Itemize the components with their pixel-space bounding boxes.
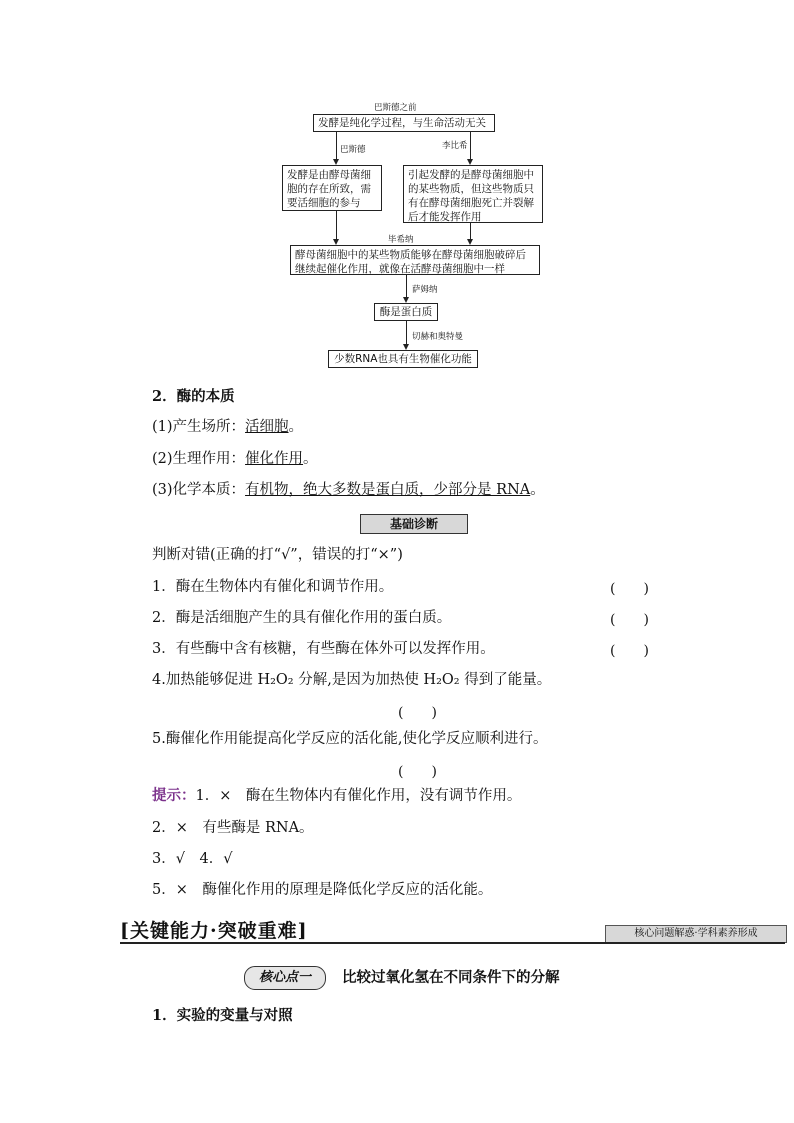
nature-item-3-answer: 有机物，绝大多数是蛋白质，少部分是 RNA [245,482,531,498]
nature-item-1-end: 。 [288,419,304,435]
nature-heading: 2．酶的本质 [152,388,235,405]
flowchart-box-buchner: 酵母菌细胞中的某些物质能够在酵母菌细胞破碎后继续起催化作用，就像在活酵母菌细胞中一样 [290,245,540,275]
question-3-answer-blank: ( ) [610,643,649,659]
nature-item-3-prefix: (3)化学本质： [152,482,246,498]
nature-item-1 [152,417,303,437]
question-2-answer-blank: ( ) [610,612,649,628]
flowchart-label-buchner: 毕希纳 [388,235,414,245]
question-1: 1．酶在生物体内有催化和调节作用。 [152,579,394,595]
flowchart-box-top: 发酵是纯化学过程，与生命活动无关 [313,114,495,132]
hint-5: 5．× 酶催化作用的原理是降低化学反应的活化能。 [152,882,493,898]
nature-item-3-end: 。 [530,482,545,498]
flowchart-box-sumner: 酶是蛋白质 [374,303,438,321]
section-rule [120,942,785,944]
nature-item-1-answer: 活细胞 [245,419,289,435]
question-4-answer-blank: ( ) [398,705,437,721]
question-5: 5.酶催化作用能提高化学反应的活化能,使化学反应顺利进行。 [152,731,548,747]
diagnosis-badge: 基础诊断 [360,514,468,534]
diagnosis-instruction: 判断对错(正确的打“√”，错误的打“×”) [152,547,403,563]
nature-item-3 [152,480,545,500]
nature-item-1-prefix: (1)产生场所： [152,419,246,435]
core-point-badge: 核心点一 [244,966,326,990]
flowchart-box-pasteur: 发酵是由酵母菌细胞的存在所致，需要活细胞的参与 [282,165,382,211]
hint-2: 2．× 有些酶是 RNA。 [152,820,314,836]
flowchart-label-before-pasteur: 巴斯德之前 [374,103,417,113]
nature-item-2-prefix: (2)生理作用： [152,451,246,467]
hint-1 [152,786,521,806]
core-point-title: 比较过氧化氢在不同条件下的分解 [342,969,560,986]
flowchart-label-cech: 切赫和奥特曼 [412,332,464,342]
flowchart-label-sumner: 萨姆纳 [412,285,438,295]
hint-3-4: 3．√ 4．√ [152,851,233,867]
question-5-answer-blank: ( ) [398,764,437,780]
section-title: [关键能力·突破重难] [120,920,308,942]
flowchart-label-liebig: 李比希 [442,141,468,151]
question-2: 2．酶是活细胞产生的具有催化作用的蛋白质。 [152,610,452,626]
section-side-tag: 核心问题解惑·学科素养形成 [605,925,787,943]
flowchart-box-cech: 少数RNA也具有生物催化功能 [328,350,478,368]
subsection-heading: 1．实验的变量与对照 [152,1007,293,1024]
question-3: 3．有些酶中含有核糖，有些酶在体外可以发挥作用。 [152,641,495,657]
question-1-answer-blank: ( ) [610,581,649,597]
nature-item-2-answer: 催化作用 [245,451,304,467]
hint-1-text: 1．× 酶在生物体内有催化作用，没有调节作用。 [195,788,522,804]
nature-item-2-end: 。 [303,451,318,467]
question-4: 4.加热能够促进 H₂O₂ 分解,是因为加热使 H₂O₂ 得到了能量。 [152,672,552,688]
flowchart-box-liebig: 引起发酵的是酵母菌细胞中的某些物质，但这些物质只有在酵母菌细胞死亡并裂解后才能发挥作用 [403,165,543,223]
hint-label: 提示： [152,787,196,804]
flowchart-label-pasteur: 巴斯德 [340,145,366,155]
nature-item-2 [152,449,318,469]
